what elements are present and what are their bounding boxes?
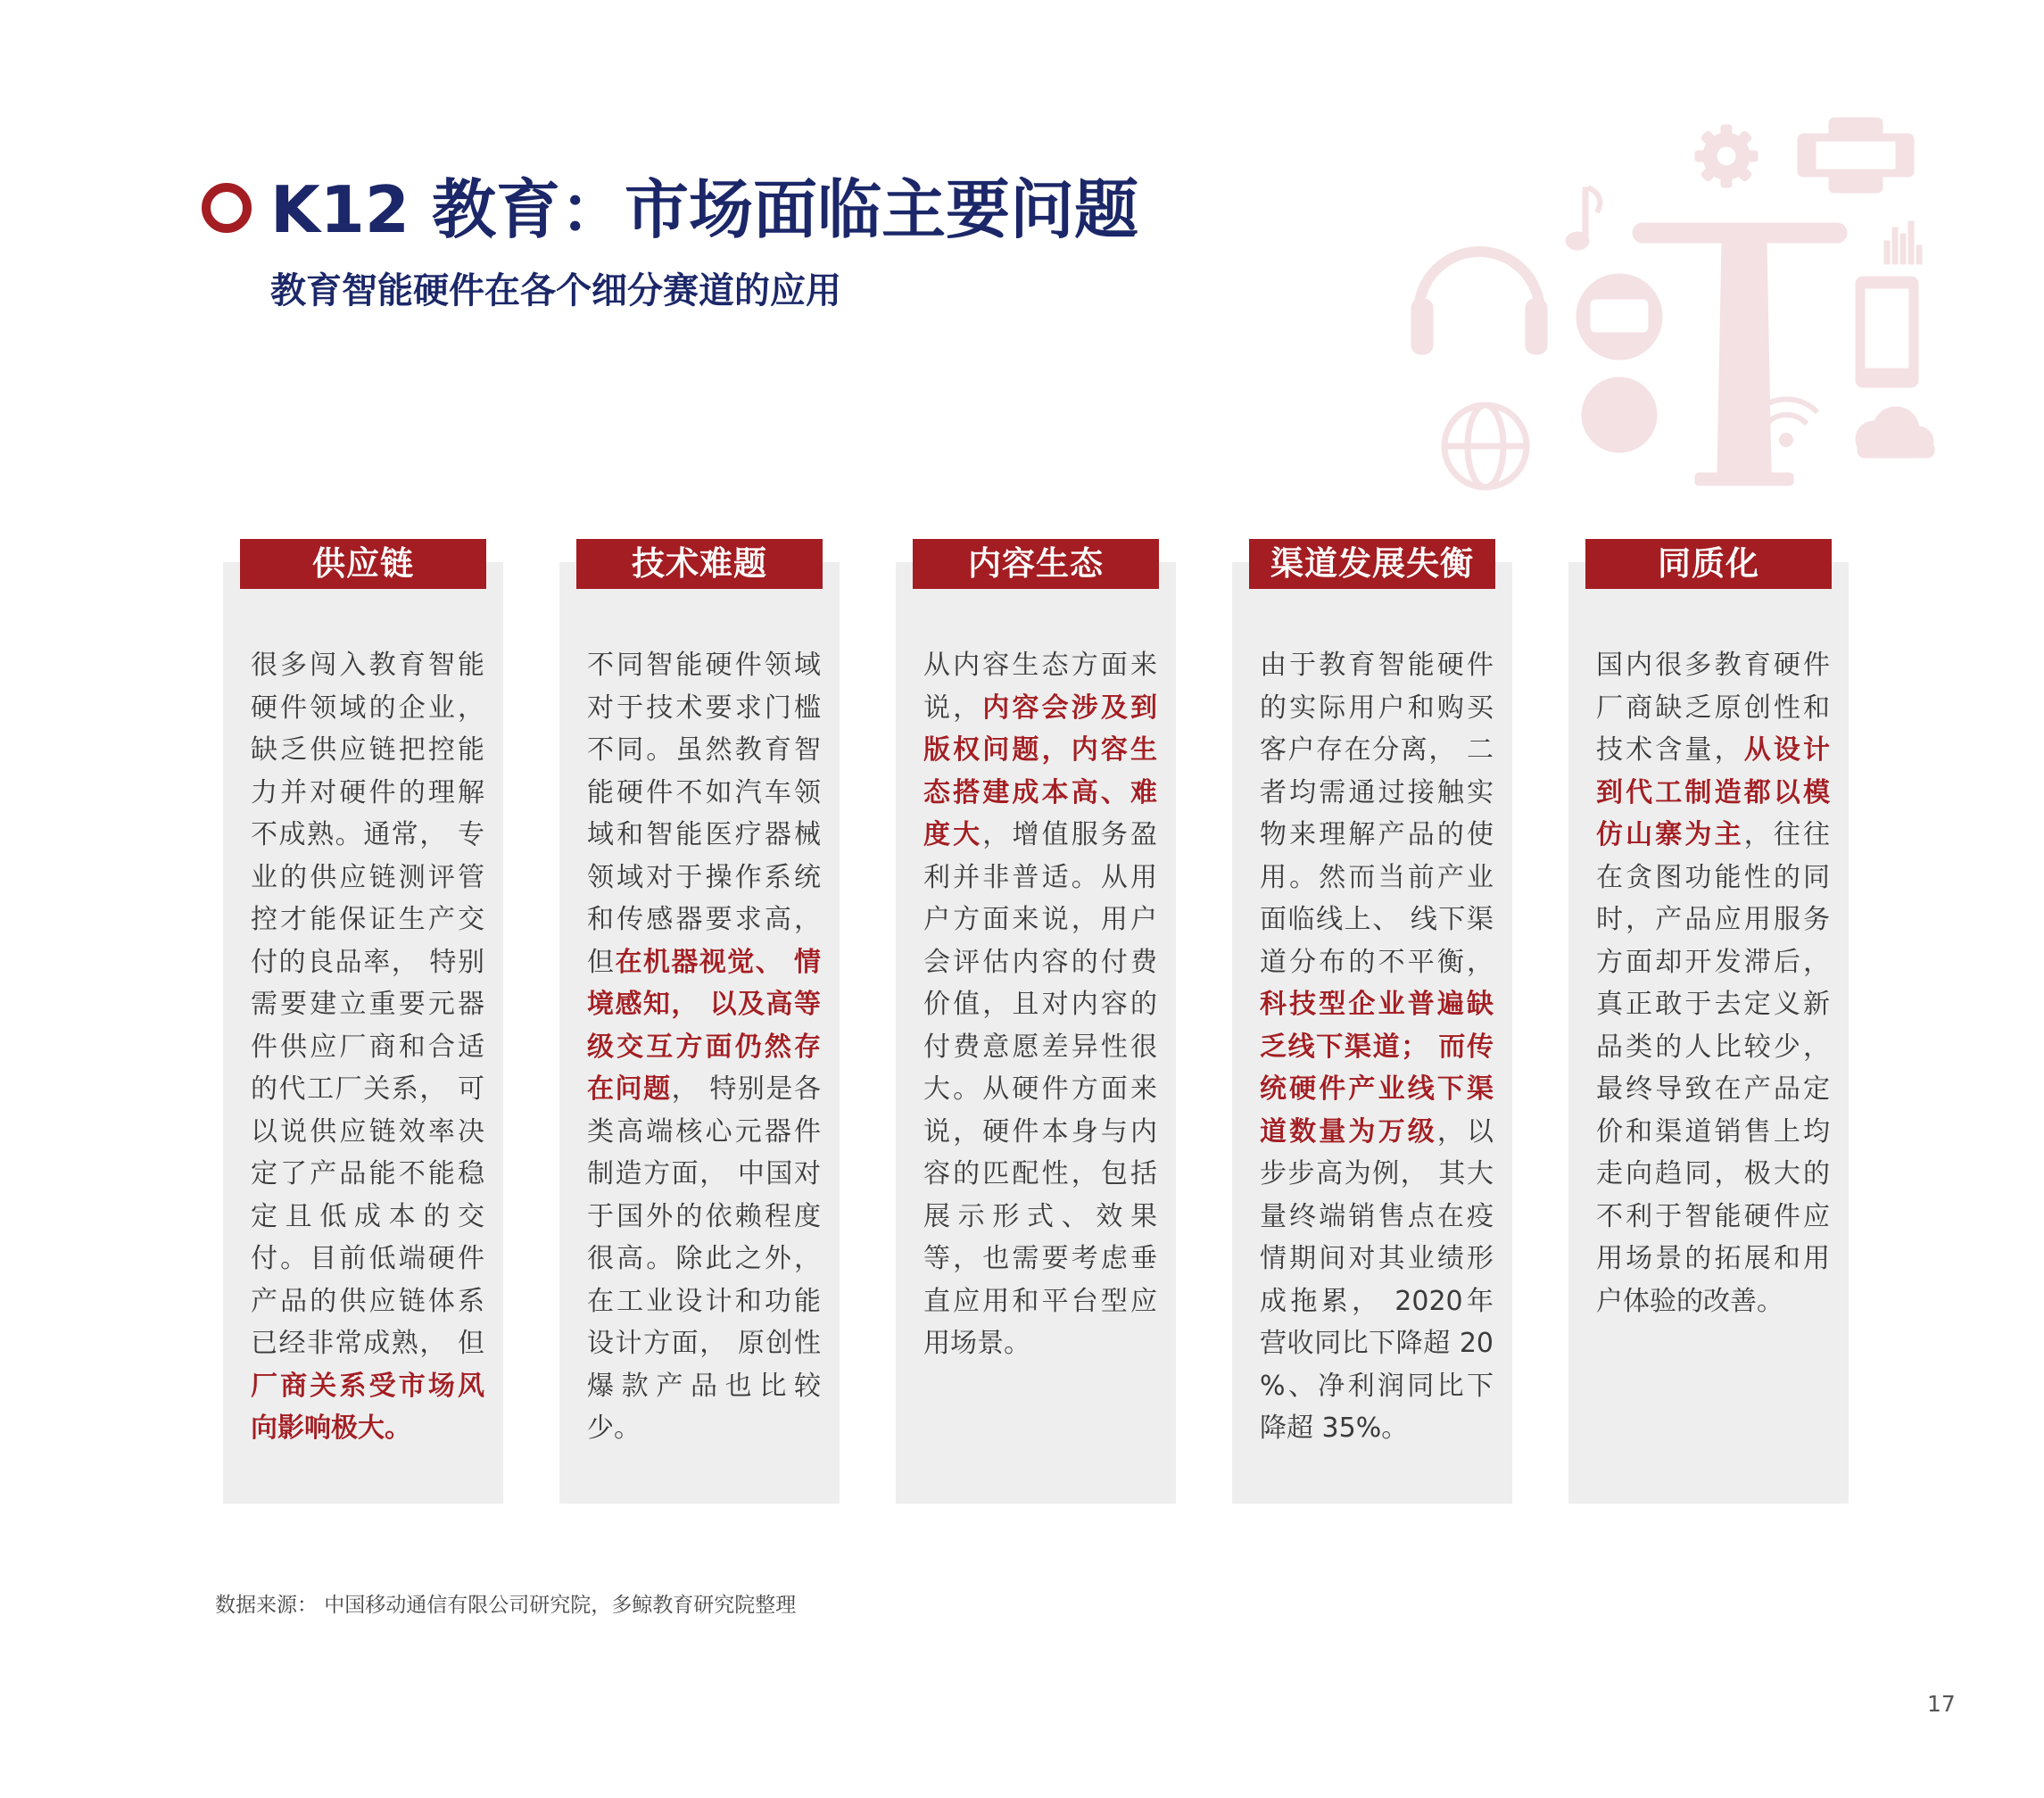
title-bullet-ring-icon (202, 183, 252, 233)
text-segment: 国内很多教育硬件厂商缺乏原创性和技术含量， (1596, 650, 1830, 766)
page-subtitle: 教育智能硬件在各个细分赛道的应用 (270, 270, 841, 311)
highlight-text: 科技型企业普遍缺乏线下渠道； 而传统硬件产业线下渠道数量为万级 (1260, 989, 1494, 1148)
page-number: 17 (1927, 1691, 1956, 1717)
bar-chart-icon (1884, 221, 1922, 264)
text-segment: 由于教育智能硬件的实际用户和购买客户存在分离， 二者均需通过接触实物来理解产品的使用。然而当前产业面临线上、 线下渠道分布的不平衡， (1260, 650, 1494, 978)
robot-icon (1576, 274, 1662, 452)
text-segment: 很多闯入教育智能硬件领域的企业，缺乏供应链把控能力并对硬件的理解不成熟。通常， 专业的供应链测评管控才能保证生产交付的良品率， 特别需要建立重要元器件供应厂商和合适的代工厂关系， 可以说供应链效率决定了产品能不能稳定且低成本的交付。目前低端硬件产品的供应链体系已经非常成熟， 但 (251, 650, 484, 1359)
pen-tool-icon (1633, 223, 1847, 485)
column-text-content-ecosystem (923, 644, 1157, 1365)
smartwatch-icon (1798, 118, 1914, 193)
globe-icon (1444, 405, 1527, 487)
tag-supply-chain: 供应链 (240, 539, 486, 589)
column-text-tech-difficulty (587, 644, 821, 1450)
highlight-text: 在机器视觉、 情境感知， 以及高等级交互方面仍然存在问题 (587, 946, 822, 1105)
text-segment: ， 特别是各类高端核心元器件制造方面， 中国对于国外的依赖程度很高。除此之外，在工业设计和功能设计方面， 原创性爆款产品也比较少。 (587, 1073, 821, 1444)
headphones-icon (1411, 252, 1547, 354)
column-text-supply-chain (251, 644, 484, 1450)
decorative-illustration (1392, 107, 1945, 500)
text-segment: ，增值服务盈利并非普适。从用户方面来说，用户会评估内容的付费价值，且对内容的付费意愿差异性很大。从硬件方面来说，硬件本身与内容的匹配性，包括展示形式、效果等，也需要考虑垂直应用和平台型应用场景。 (923, 819, 1158, 1359)
data-source-note: 数据来源： 中国移动通信有限公司研究院，多鲸教育研究院整理 (215, 1594, 797, 1617)
tag-channel-imbalance: 渠道发展失衡 (1249, 539, 1495, 589)
page-title: K12 教育：市场面临主要问题 (270, 172, 1139, 247)
tag-content-ecosystem: 内容生态 (913, 539, 1159, 589)
gear-icon (1695, 125, 1758, 187)
text-segment: ，以步步高为例， 其大量终端销售点在疫情期间对其业绩形成拖累， 2020年营收同比下降超 20 %、净利润同比下降超 35%。 (1260, 1115, 1494, 1444)
highlight-text: 厂商关系受市场风向影响极大。 (251, 1370, 484, 1444)
tablet-icon (1856, 277, 1918, 387)
tag-homogeneity: 同质化 (1585, 539, 1832, 589)
highlight-text: 从设计到代工制造都以模仿山寨为主 (1596, 734, 1831, 850)
text-segment: 从内容生态方面来说， (923, 650, 1157, 724)
text-segment: 不同智能硬件领域对于技术要求门槛不同。虽然教育智能硬件不如汽车领域和智能医疗器械领域对于操作系统和传感器要求高，但 (587, 650, 821, 978)
music-note-icon (1566, 187, 1600, 250)
cloud-icon (1856, 407, 1934, 458)
tag-tech-difficulty: 技术难题 (576, 539, 823, 589)
column-text-channel-imbalance (1260, 644, 1494, 1450)
column-text-homogeneity (1596, 644, 1830, 1322)
highlight-text: 内容会涉及到版权问题，内容生态搭建成本高、难度大 (923, 692, 1158, 850)
text-segment: ，往往在贪图功能性的同时，产品应用服务方面却开发滞后，真正敢于去定义新品类的人比较少，最终导致在产品定价和渠道销售上均走向趋同，极大的不利于智能硬件应用场景的拓展和用户体验的改善。 (1596, 819, 1831, 1317)
